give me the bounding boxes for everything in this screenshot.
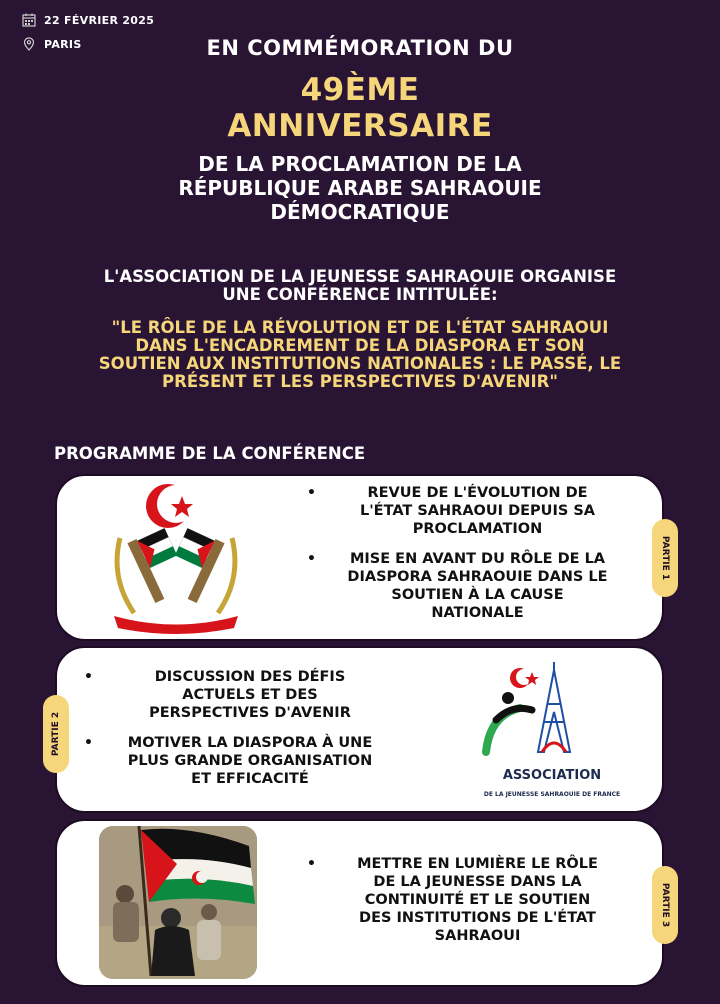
part-2-item-2-line-1: MOTIVER LA DIASPORA À UNE	[127, 735, 373, 751]
heading-proclamation-line-2: RÉPUBLIQUE ARABE SAHRAOUIE	[178, 176, 542, 200]
association-subtitle: DE LA JEUNESSE SAHRAOUIE DE FRANCE	[483, 791, 621, 798]
conference-title-line-4: PRÉSENT ET LES PERSPECTIVES D'AVENIR"	[162, 372, 558, 391]
program-title: PROGRAMME DE LA CONFÉRENCE	[54, 444, 366, 463]
heading-commemoration: EN COMMÉMORATION DU	[206, 36, 514, 60]
association-name: ASSOCIATION	[502, 768, 602, 783]
part-2-item-1: • DISCUSSION DES DÉFIS ACTUELS ET DES PERSPECTIVES D'AVENIR	[80, 668, 420, 722]
part-2-item-2: • MOTIVER LA DIASPORA À UNE PLUS GRANDE ORGANISATION ET EFFICACITÉ	[80, 734, 420, 788]
part-2-item-2-line-3: ET EFFICACITÉ	[191, 771, 309, 787]
organizer-line-2: UNE CONFÉRENCE INTITULÉE:	[222, 285, 498, 304]
part-3-item-1-line-5: SAHRAOUI	[434, 928, 521, 944]
event-date	[22, 13, 154, 27]
part-1-item-1-line-3: PROCLAMATION	[412, 521, 543, 537]
part-2-item-1-line-2: ACTUELS ET DES	[182, 687, 318, 703]
conference-title-line-1: "LE RÔLE DE LA RÉVOLUTION ET DE L'ÉTAT SAHRAOUI	[111, 318, 609, 337]
part-2-item-2-line-2: PLUS GRANDE ORGANISATION	[127, 753, 373, 769]
flag-photo	[99, 826, 257, 979]
organizer-line-1: L'ASSOCIATION DE LA JEUNESSE SAHRAOUIE ORGANISE	[103, 267, 617, 286]
part-1-item-2-line-1: MISE EN AVANT DU RÔLE DE LA	[349, 551, 606, 567]
part-2-tag: PARTIE 2	[43, 695, 69, 773]
sahrawi-emblem-icon	[100, 478, 252, 638]
part-1-item-1-line-2: L'ÉTAT SAHRAOUI DEPUIS SA	[359, 503, 595, 519]
event-place-text: PARIS	[44, 37, 82, 51]
part-1-item-1-line-1: REVUE DE L'ÉVOLUTION DE	[367, 485, 588, 501]
conference-title	[0, 319, 720, 391]
part-1-item-2-line-2: DIASPORA SAHRAOUIE DANS LE	[347, 569, 608, 585]
conference-title-line-2: DANS L'ENCADREMENT DE LA DIASPORA ET SON	[135, 336, 585, 355]
part-2-bullets	[80, 668, 420, 800]
part-3-item-1-line-2: DE LA JEUNESSE DANS LA	[373, 874, 582, 890]
calendar-icon	[22, 13, 36, 27]
part-3-item-1-line-4: DES INSTITUTIONS DE L'ÉTAT	[359, 910, 596, 926]
part-2-item-1-line-1: DISCUSSION DES DÉFIS	[154, 669, 346, 685]
conference-title-line-3: SOUTIEN AUX INSTITUTIONS NATIONALES : LE PASSÉ, LE	[98, 354, 622, 373]
part-3-bullets	[305, 855, 650, 957]
part-3-item-1: • METTRE EN LUMIÈRE LE RÔLE DE LA JEUNESSE DANS LA CONTINUITÉ ET LE SOUTIEN DES INSTITUTIONS DE L'ÉTAT SAHRAOUI	[305, 855, 650, 945]
heading-proclamation-line-3: DÉMOCRATIQUE	[270, 200, 450, 224]
sahrawi-flag-photo-icon	[99, 826, 257, 979]
event-date-text: 22 FÉVRIER 2025	[44, 13, 155, 27]
part-3-tag: PARTIE 3	[652, 866, 678, 944]
association-emblem-icon	[472, 660, 632, 760]
part-1-item-2-line-3: SOUTIEN À LA CAUSE	[391, 587, 564, 603]
part-1-item-1: • REVUE DE L'ÉVOLUTION DE L'ÉTAT SAHRAOUI DEPUIS SA PROCLAMATION	[305, 484, 650, 538]
part-2-item-1-line-3: PERSPECTIVES D'AVENIR	[149, 705, 351, 721]
heading-anniversary: ANNIVERSAIRE	[227, 108, 493, 144]
part-1-item-2-line-4: NATIONALE	[431, 605, 524, 621]
heading-49th: 49ÈME	[300, 72, 420, 108]
heading-proclamation	[0, 152, 720, 224]
part-3-item-1-line-3: CONTINUITÉ ET LE SOUTIEN	[364, 892, 591, 908]
association-logo	[472, 660, 632, 800]
part-3-item-1-line-1: METTRE EN LUMIÈRE LE RÔLE	[357, 856, 598, 872]
part-1-bullets	[305, 484, 650, 634]
organizer-text	[0, 268, 720, 304]
part-1-tag: PARTIE 1	[652, 519, 678, 597]
heading-proclamation-line-1: DE LA PROCLAMATION DE LA	[198, 152, 522, 176]
part-1-item-2: • MISE EN AVANT DU RÔLE DE LA DIASPORA SAHRAOUIE DANS LE SOUTIEN À LA CAUSE NATIONALE	[305, 550, 650, 622]
